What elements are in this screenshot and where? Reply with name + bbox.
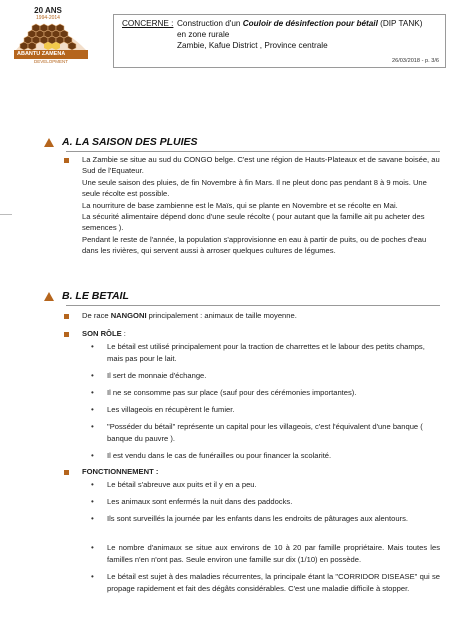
logo-hexagon-pattern-icon xyxy=(6,6,90,50)
function-item: Le bétail s'abreuve aux puits et il y en a peu. xyxy=(107,480,257,489)
role-item: Il sert de monnaie d'échange. xyxy=(107,371,207,380)
role-heading-suffix: : xyxy=(121,329,126,338)
dot-bullet-icon: • xyxy=(91,480,94,489)
function-item: Le bétail est sujet à des maladies récurrentes, la principale étant la "CORRIDOR DISEASE" qui se propage rapidement et fait des dégâts considérables. C'est une maladie difficile à stopper. xyxy=(107,572,440,593)
dot-bullet-icon: • xyxy=(91,422,94,431)
header-subject-prefix: Construction d'un xyxy=(177,19,243,28)
role-heading-label: SON RÔLE xyxy=(82,329,122,338)
paragraph: La sécurité alimentaire dépend donc d'une seule récolte ( pour autant que la famille ait pu acheter des semences ). xyxy=(82,212,425,233)
triangle-bullet-icon xyxy=(44,292,54,301)
section-a-body xyxy=(82,154,440,257)
paragraph: La nourriture de base zambienne est le Maïs, qui se plante en Novembre et se récolte en Mai. xyxy=(82,200,398,210)
header-subject xyxy=(177,18,422,29)
dot-bullet-icon: • xyxy=(91,572,94,581)
dot-bullet-icon: • xyxy=(91,514,94,523)
role-item: Le bétail est utilisé principalement pour la traction de charrettes et le labour des petits champs, mais pas pour le lait. xyxy=(107,342,425,363)
role-item: Il ne se consomme pas sur place (sauf pour des cérémonies importantes). xyxy=(107,388,357,397)
breed-suffix: principalement : animaux de taille moyenne. xyxy=(146,311,297,320)
logo-years: 1994-2014 xyxy=(36,15,60,21)
logo-tagline: DEVELOPMENT xyxy=(33,59,68,64)
dot-bullet-icon: • xyxy=(91,451,94,460)
breed-prefix: De race xyxy=(82,311,111,320)
function-heading-label: FONCTIONNEMENT : xyxy=(82,467,159,476)
logo-name: ABANTU ZAMENA xyxy=(14,50,88,59)
square-bullet-icon xyxy=(64,158,69,163)
section-a-heading xyxy=(44,136,198,148)
paragraph: La Zambie se situe au sud du CONGO belge. C'est une région de Hauts-Plateaux et de savane boisée, au Sud de l'Equateur. xyxy=(82,155,440,176)
paragraph: Une seule saison des pluies, de fin Novembre à fin Mars. Il ne pleut donc pas pendant 8 à 9 mois. Une seule récolte est possible. xyxy=(82,177,427,199)
section-b-heading xyxy=(44,290,129,302)
dot-bullet-icon: • xyxy=(91,342,94,351)
triangle-bullet-icon xyxy=(44,138,54,147)
paragraph: Pendant le reste de l'année, la population s'approvisionne en eau à partir de puits, ou de poches d'eau dans les rivières, qui servent aussi à arroser quelques cultures de légumes. xyxy=(82,234,427,256)
margin-mark xyxy=(0,214,12,215)
function-item: Le nombre d'animaux se situe aux environs de 10 à 20 par famille propriétaire. Mais toutes les familles n'en n'ont pas. Seule environ une famille sur dix (1/10) en possède. xyxy=(107,543,440,564)
square-bullet-icon xyxy=(64,470,69,475)
section-b-title: B. LE BETAIL xyxy=(62,290,129,302)
header-subject-suffix: (DIP TANK) xyxy=(377,19,423,28)
logo-anniversary: 20 ANS xyxy=(34,6,62,15)
section-a-title: A. LA SAISON DES PLUIES xyxy=(62,136,198,148)
dot-bullet-icon: • xyxy=(91,543,94,552)
square-bullet-icon xyxy=(64,314,69,319)
header-label: CONCERNE : xyxy=(122,19,174,28)
function-item: Ils sont surveillés la journée par les enfants dans les endroits de pâturages aux alentours. xyxy=(107,514,408,523)
role-item: Les villageois en récupèrent le fumier. xyxy=(107,405,235,414)
dot-bullet-icon: • xyxy=(91,405,94,414)
section-b-rule xyxy=(66,305,440,306)
role-item: Il est vendu dans le cas de funérailles ou pour financer la scolarité. xyxy=(107,451,332,460)
breed-name: NANGONI xyxy=(110,311,147,320)
function-item: Les animaux sont enfermés la nuit dans des paddocks. xyxy=(107,497,293,506)
document-header xyxy=(113,14,446,68)
header-zone: en zone rurale xyxy=(177,30,230,39)
header-date-page: 26/03/2018 - p. 3/6 xyxy=(392,58,439,64)
header-location: Zambie, Kafue District , Province centrale xyxy=(177,41,328,50)
organization-logo xyxy=(6,6,90,68)
function-heading xyxy=(82,466,158,477)
header-subject-emphasis: Couloir de désinfection pour bétail xyxy=(242,19,378,28)
section-a-rule xyxy=(66,151,440,152)
role-heading xyxy=(82,328,126,339)
role-item: "Posséder du bétail" représente un capital pour les villageois, c'est l'équivalent d'une banque ( banque du pauvre ). xyxy=(107,422,423,443)
dot-bullet-icon: • xyxy=(91,497,94,506)
breed-line xyxy=(82,310,297,321)
square-bullet-icon xyxy=(64,332,69,337)
dot-bullet-icon: • xyxy=(91,371,94,380)
dot-bullet-icon: • xyxy=(91,388,94,397)
